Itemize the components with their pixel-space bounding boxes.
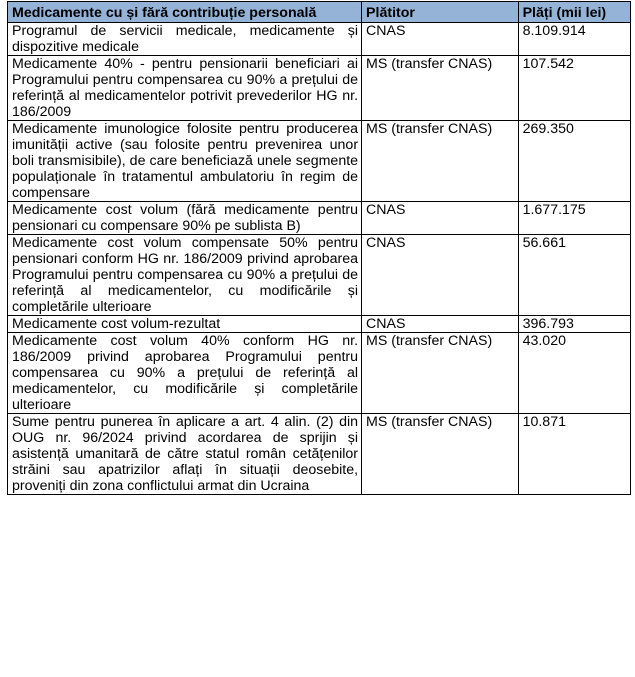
table-row bbox=[8, 56, 631, 121]
table-row bbox=[8, 235, 631, 316]
row-payer: MS (transfer CNAS) bbox=[362, 333, 519, 414]
row-payer: MS (transfer CNAS) bbox=[362, 414, 519, 495]
row-amount: 43.020 bbox=[518, 333, 630, 414]
table-row bbox=[8, 414, 631, 495]
table-row bbox=[8, 316, 631, 333]
row-amount: 107.542 bbox=[518, 56, 630, 121]
row-description: Sume pentru punerea în aplicare a art. 4 alin. (2) din OUG nr. 96/2024 privind acordarea de sprijin și asistență umanitară de către statul român cetățenilor străini sau apatrizilor aflați în situații deosebite, proveniți din zona conflictului armat din Ucraina bbox=[8, 414, 362, 495]
table-row bbox=[8, 333, 631, 414]
table-row bbox=[8, 23, 631, 56]
header-payments: Plăți (mii lei) bbox=[518, 2, 630, 23]
row-description: Medicamente cost volum 40% conform HG nr. 186/2009 privind aprobarea Programului pentru compensarea cu 90% a prețului de referință al medicamentelor, cu modificările și completările ulterioare bbox=[8, 333, 362, 414]
row-description: Medicamente cost volum-rezultat bbox=[8, 316, 362, 333]
row-amount: 8.109.914 bbox=[518, 23, 630, 56]
row-description: Medicamente cost volum (fără medicamente pentru pensionari cu compensare 90% pe sublista B) bbox=[8, 202, 362, 235]
header-medicines: Medicamente cu și fără contribuție personală bbox=[8, 2, 362, 23]
row-amount: 269.350 bbox=[518, 121, 630, 202]
row-amount: 56.661 bbox=[518, 235, 630, 316]
row-payer: CNAS bbox=[362, 202, 519, 235]
table-row bbox=[8, 121, 631, 202]
row-description: Programul de servicii medicale, medicamente și dispozitive medicale bbox=[8, 23, 362, 56]
row-description: Medicamente cost volum compensate 50% pentru pensionari conform HG nr. 186/2009 privind aprobarea Programului pentru compensarea cu 90% a prețului de referință al medicamentelor, cu modificările și completările ulterioare bbox=[8, 235, 362, 316]
row-amount: 1.677.175 bbox=[518, 202, 630, 235]
row-payer: CNAS bbox=[362, 23, 519, 56]
medicines-payments-table bbox=[7, 1, 631, 495]
row-description: Medicamente imunologice folosite pentru producerea imunității active (sau folosite pentru prevenirea unor boli transmisibile), de care beneficiază unele segmente populaționale în tratamentul ambulatoriu în regim de compensare bbox=[8, 121, 362, 202]
header-payer: Plătitor bbox=[362, 2, 519, 23]
row-payer: MS (transfer CNAS) bbox=[362, 56, 519, 121]
row-description: Medicamente 40% - pentru pensionarii beneficiari ai Programului pentru compensarea cu 90% a prețului de referință al medicamentelor potrivit prevederilor HG nr. 186/2009 bbox=[8, 56, 362, 121]
table-row bbox=[8, 202, 631, 235]
row-payer: MS (transfer CNAS) bbox=[362, 121, 519, 202]
row-amount: 10.871 bbox=[518, 414, 630, 495]
table-header-row bbox=[8, 2, 631, 23]
row-payer: CNAS bbox=[362, 235, 519, 316]
row-amount: 396.793 bbox=[518, 316, 630, 333]
row-payer: CNAS bbox=[362, 316, 519, 333]
